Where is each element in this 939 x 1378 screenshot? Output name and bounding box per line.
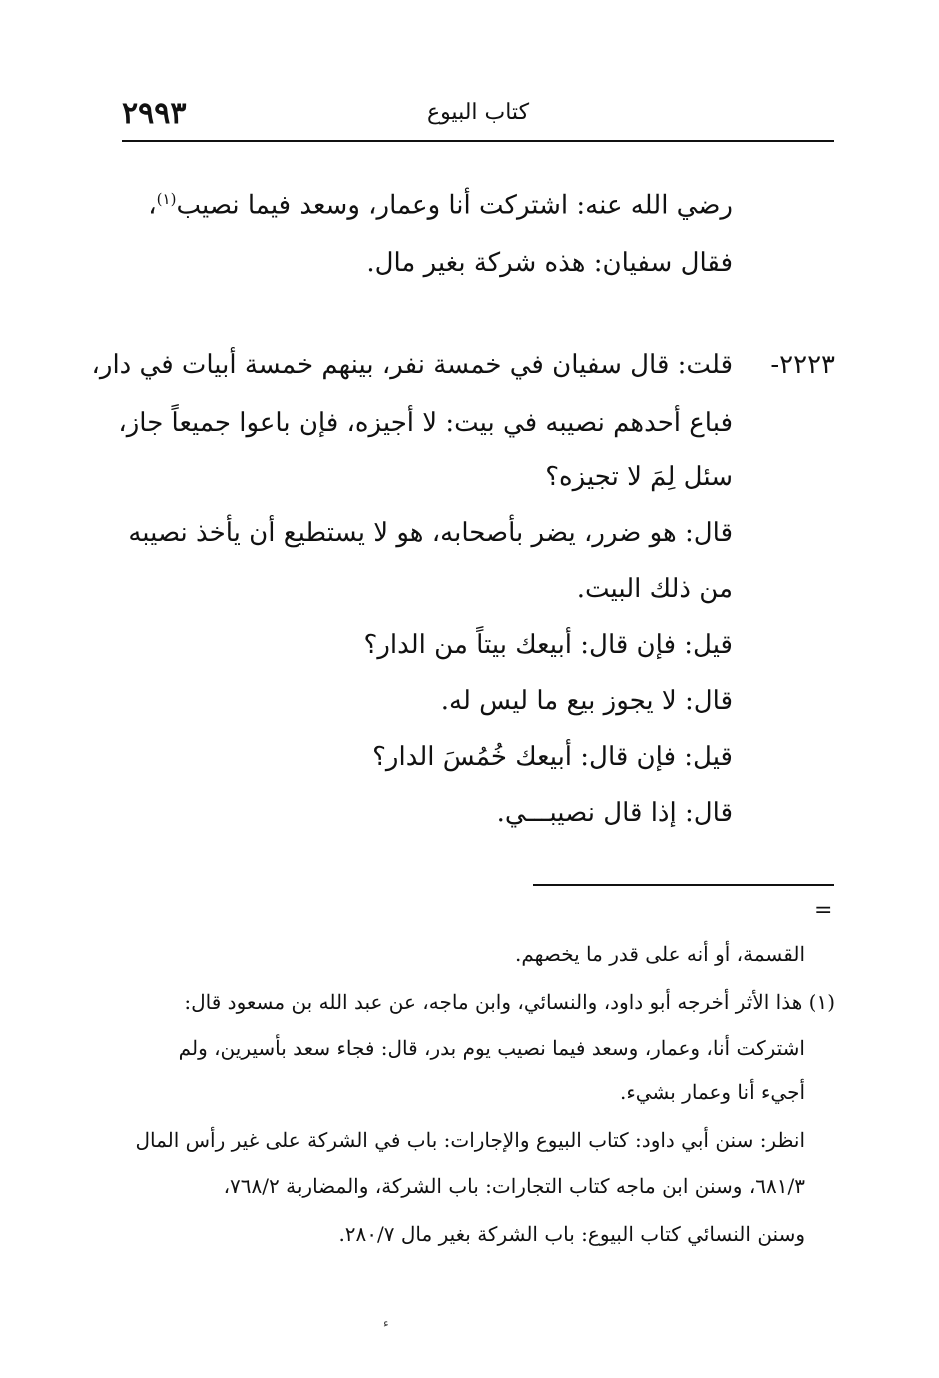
footnote-ref: (١) xyxy=(156,190,177,208)
body-line: من ذلك البيت. xyxy=(576,574,733,604)
header-rule xyxy=(122,140,834,142)
body-line: فباع أحدهم نصيبه في بيت: لا أجيزه، فإن باعوا جميعاً جاز، xyxy=(118,408,733,438)
footnote-line: أجيء أنا وعمار بشيء. xyxy=(619,1080,805,1104)
footnote-text: هذا الأثر أخرجه أبو داود، والنسائي، وابن ماجه، عن عبد الله بن مسعود قال: xyxy=(184,990,803,1014)
body-line-punct: ، xyxy=(148,190,157,221)
page-number: ٢٩٩٣ xyxy=(122,96,187,131)
page-header xyxy=(122,92,834,140)
entry-number: ٢٢٢٣- xyxy=(770,350,835,380)
footnote-1-first-line xyxy=(184,990,835,1014)
body-line-text: رضي الله عنه: اشتركت أنا وعمار، وسعد فيما نصيب xyxy=(176,190,733,221)
footnote-line: انظر: سنن أبي داود: كتاب البيوع والإجارات: باب في الشركة على غير رأس المال xyxy=(135,1128,805,1152)
body-line: قيل: فإن قال: أبيعك بيتاً من الدار؟ xyxy=(363,630,733,660)
footnote-line: ٦٨١/٣، وسنن ابن ماجه كتاب التجارات: باب الشركة، والمضاربة ٧٦٨/٢، xyxy=(223,1174,805,1198)
body-line: قال: هو ضرر، يضر بأصحابه، هو لا يستطيع أن يأخذ نصيبه xyxy=(128,518,733,548)
body-line: قلت: قال سفيان في خمسة نفر، بينهم خمسة أبيات في دار، xyxy=(91,350,733,380)
body-line: قيل: فإن قال: أبيعك خُمُسَ الدار؟ xyxy=(372,742,733,772)
page-bottom-mark: ء xyxy=(383,1316,389,1330)
body-line: سئل لِمَ لا تجيزه؟ xyxy=(545,462,733,492)
body-line: قال: لا يجوز بيع ما ليس له. xyxy=(440,686,733,716)
body-line: قال: إذا قال نصيبـــي. xyxy=(496,798,733,828)
footnote-line: القسمة، أو أنه على قدر ما يخصهم. xyxy=(514,942,805,966)
body-line: فقال سفيان: هذه شركة بغير مال. xyxy=(366,248,733,278)
footnote-continuation-mark: = xyxy=(814,898,833,923)
body-line xyxy=(148,190,733,221)
footnote-marker: (١) xyxy=(808,990,835,1014)
running-title: كتاب البيوع xyxy=(426,100,530,125)
footnote-rule xyxy=(533,884,834,886)
footnote-line: اشتركت أنا، وعمار، وسعد فيما نصيب يوم بدر، قال: فجاء سعد بأسيرين، ولم xyxy=(178,1036,805,1060)
footnote-line: وسنن النسائي كتاب البيوع: باب الشركة بغير مال ٢٨٠/٧. xyxy=(338,1222,805,1246)
